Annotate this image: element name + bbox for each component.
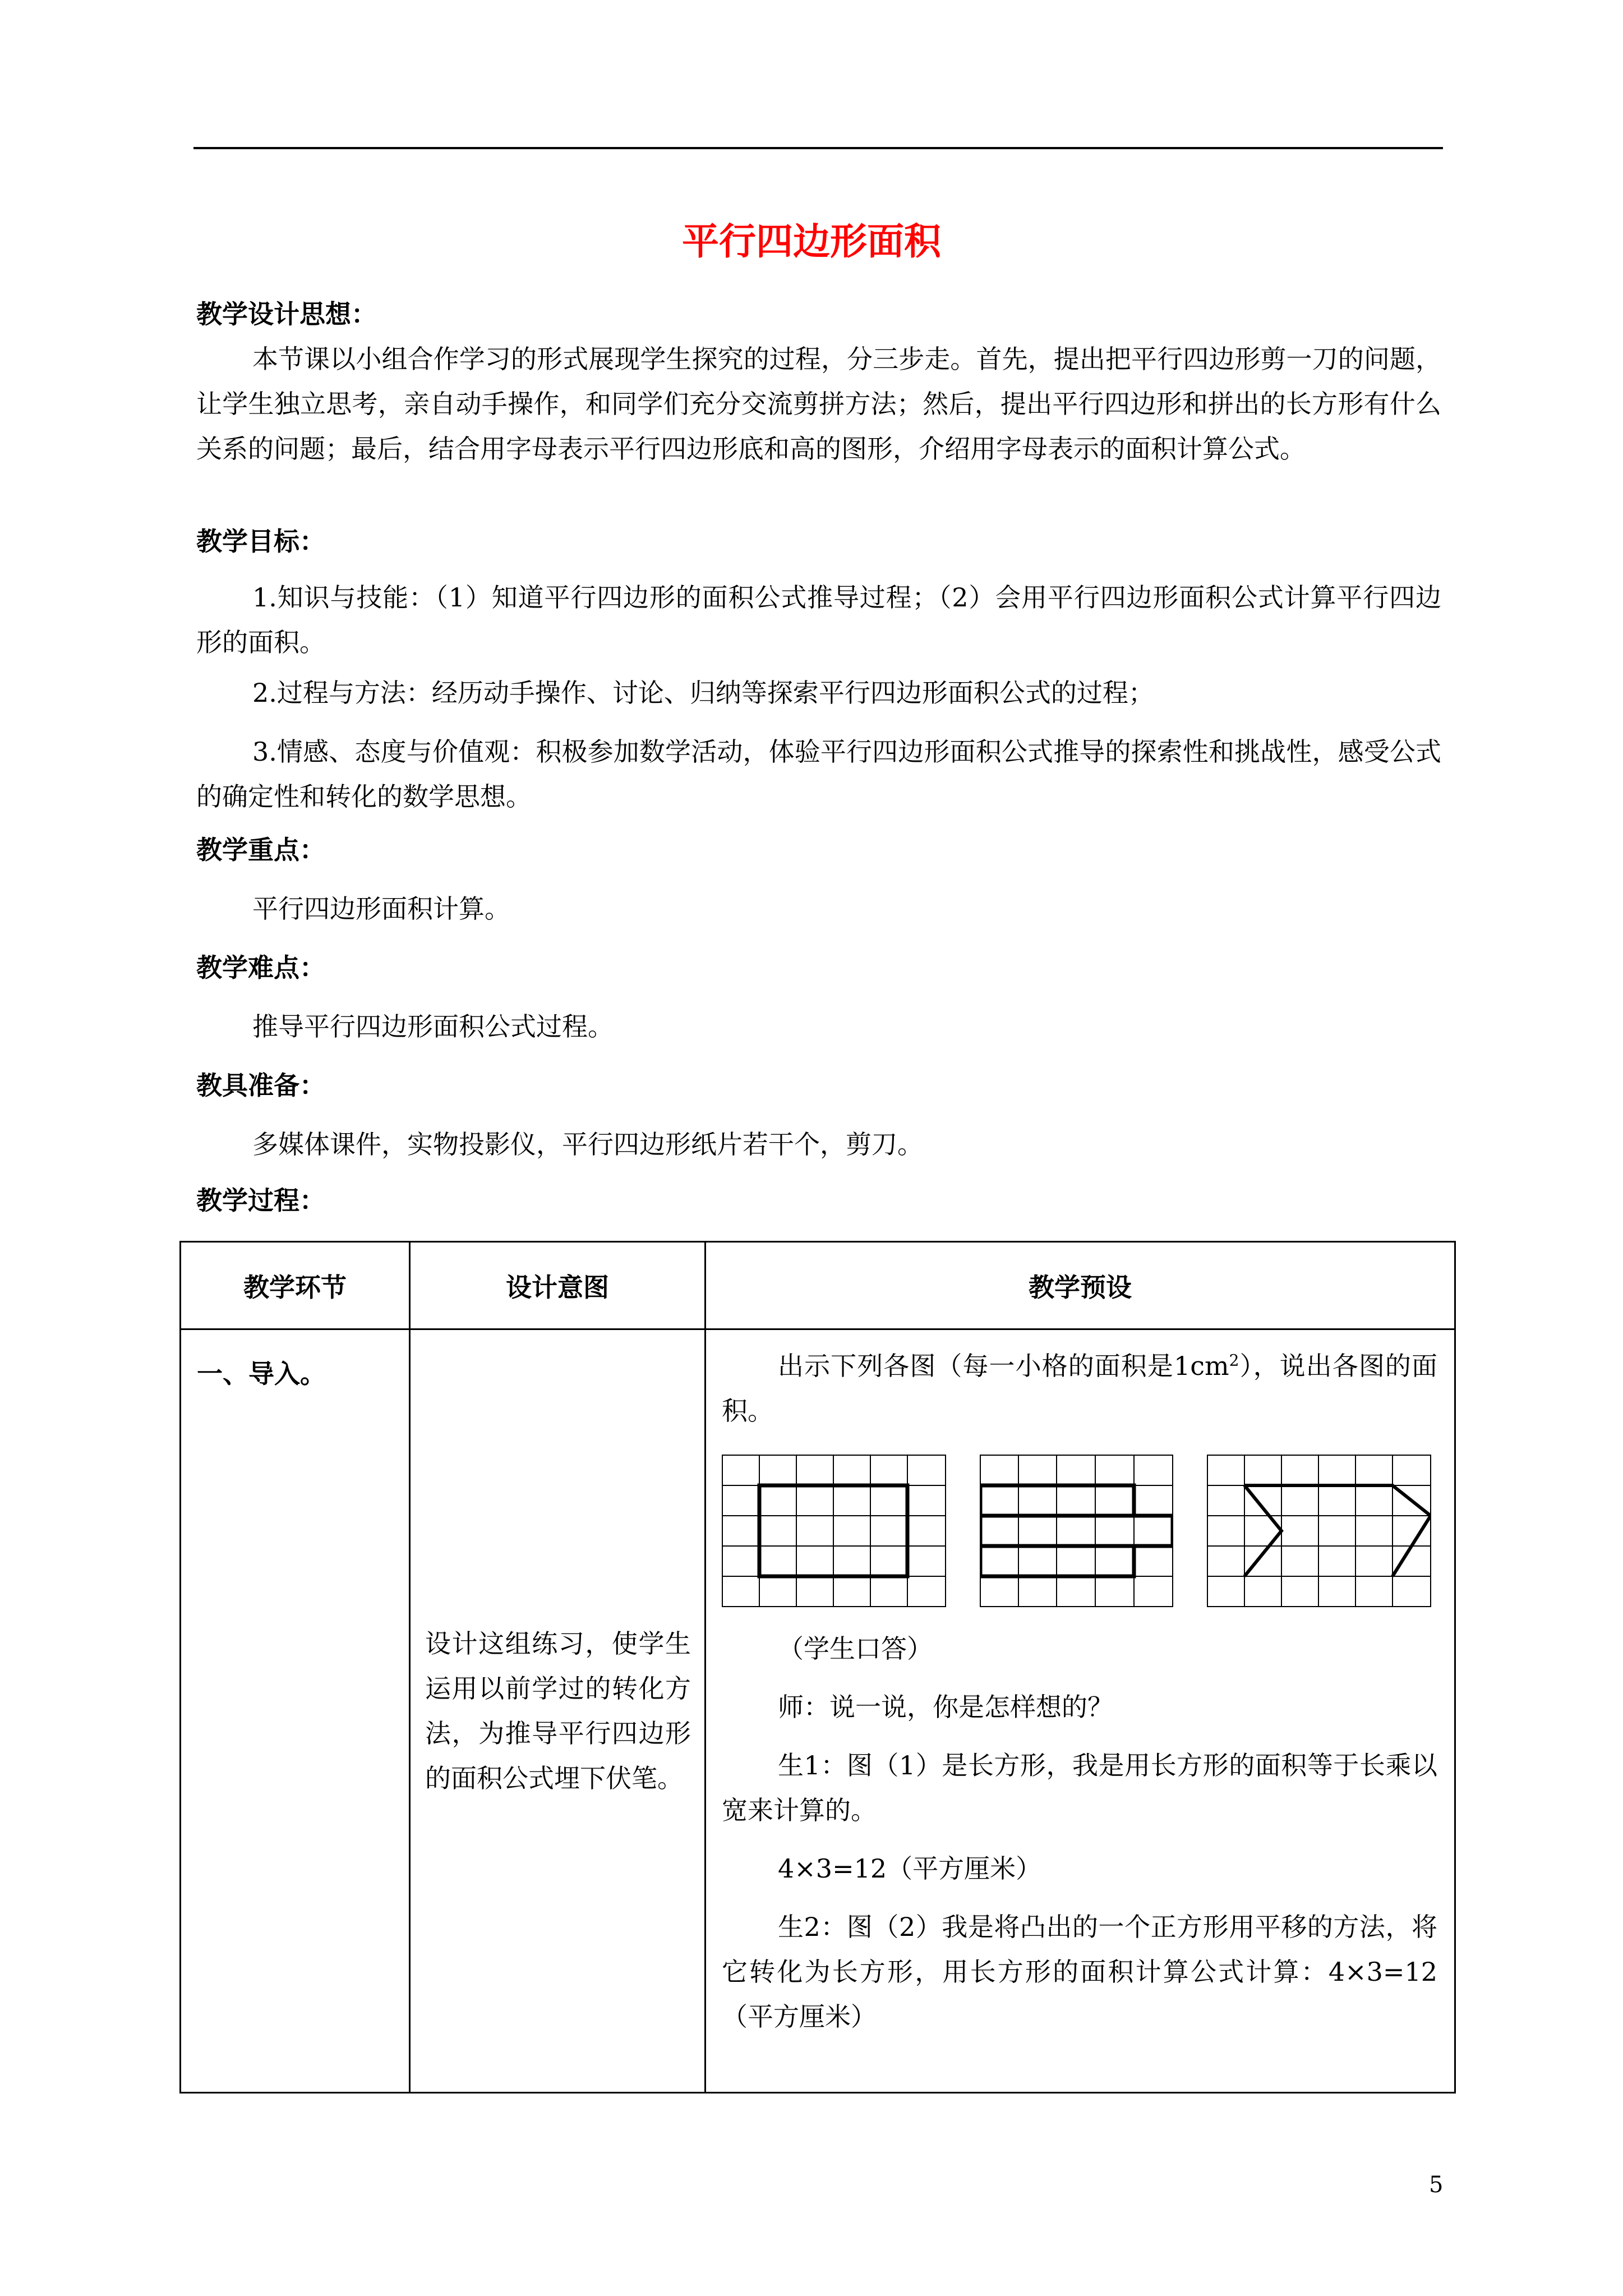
difficulty-heading: 教学难点： — [196, 953, 325, 983]
difficulty-text: 推导平行四边形面积公式过程。 — [252, 1011, 614, 1042]
stage-cell: 一、导入。 — [181, 1329, 410, 2093]
goal-item-3: 3.情感、态度与价值观：积极参加数学活动，体验平行四边形面积公式推导的探索性和挑战性，感受公式的确定性和转化的数学思想。 — [196, 737, 1441, 812]
design-idea-text: 本节课以小组合作学习的形式展现学生探究的过程，分三步走。首先，提出把平行四边形剪一刀的问题，让学生独立思考，亲自动手操作，和同学们充分交流剪拼方法；然后，提出平行四边形和拼出的长方形有什么关系的问题；最后，结合用字母表示平行四边形底和高的图形，介绍用字母表示的面积计算公式。 — [196, 344, 1441, 464]
table-row — [181, 1329, 1455, 2093]
table-header-row — [181, 1242, 1455, 1329]
header-stage: 教学环节 — [181, 1242, 410, 1329]
preset-line-2: 师：说一说，你是怎样想的？ — [778, 1692, 1113, 1722]
protruding-rectangle-shape — [980, 1485, 1173, 1576]
grid-figures — [722, 1455, 1437, 1607]
goal-item-1: 1.知识与技能：（1）知道平行四边形的面积公式推导过程；（2）会用平行四边形面积公式计算平行四边形的面积。 — [196, 582, 1441, 657]
preset-line-4: 4×3=12（平方厘米） — [778, 1853, 1042, 1884]
teaching-process-table — [179, 1241, 1456, 2093]
preset-line-5: 生2：图（2）我是将凸出的一个正方形用平移的方法，将它转化为长方形，用长方形的面积计算公式计算：4×3=12（平方厘米） — [722, 1912, 1437, 2032]
preset-cell — [706, 1329, 1455, 2093]
key-point-heading: 教学重点： — [196, 835, 325, 865]
grid-figure-2 — [980, 1455, 1173, 1607]
goal-item-2: 2.过程与方法：经历动手操作、讨论、归纳等探索平行四边形面积公式的过程； — [252, 678, 1154, 708]
grid-figure-3 — [1207, 1455, 1431, 1607]
header-preset: 教学预设 — [706, 1242, 1455, 1329]
tools-text: 多媒体课件，实物投影仪，平行四边形纸片若干个，剪刀。 — [252, 1129, 923, 1159]
preset-line-1: （学生口答） — [778, 1634, 933, 1664]
header-intent: 设计意图 — [410, 1242, 706, 1329]
intent-cell — [410, 1329, 706, 2093]
arrow-shape — [1244, 1485, 1431, 1576]
design-idea-heading: 教学设计思想： — [196, 299, 377, 329]
grid-figure-1 — [722, 1455, 946, 1607]
tools-heading: 教具准备： — [196, 1070, 325, 1101]
preset-line-3: 生1：图（1）是长方形，我是用长方形的面积等于长乘以宽来计算的。 — [722, 1750, 1437, 1825]
page-title: 平行四边形面积 — [682, 219, 941, 263]
process-heading: 教学过程： — [196, 1185, 325, 1216]
intent-text: 设计这组练习，使学生运用以前学过的转化方法，为推导平行四边形的面积公式埋下伏笔。 — [425, 1628, 691, 1793]
header-rule — [193, 147, 1443, 149]
key-point-text: 平行四边形面积计算。 — [252, 894, 510, 924]
preset-intro: 出示下列各图（每一小格的面积是$1cm^2$），说出各图的面积。 — [722, 1351, 1437, 1426]
goals-heading: 教学目标： — [196, 526, 325, 556]
page-number: 5 — [1429, 2172, 1444, 2198]
